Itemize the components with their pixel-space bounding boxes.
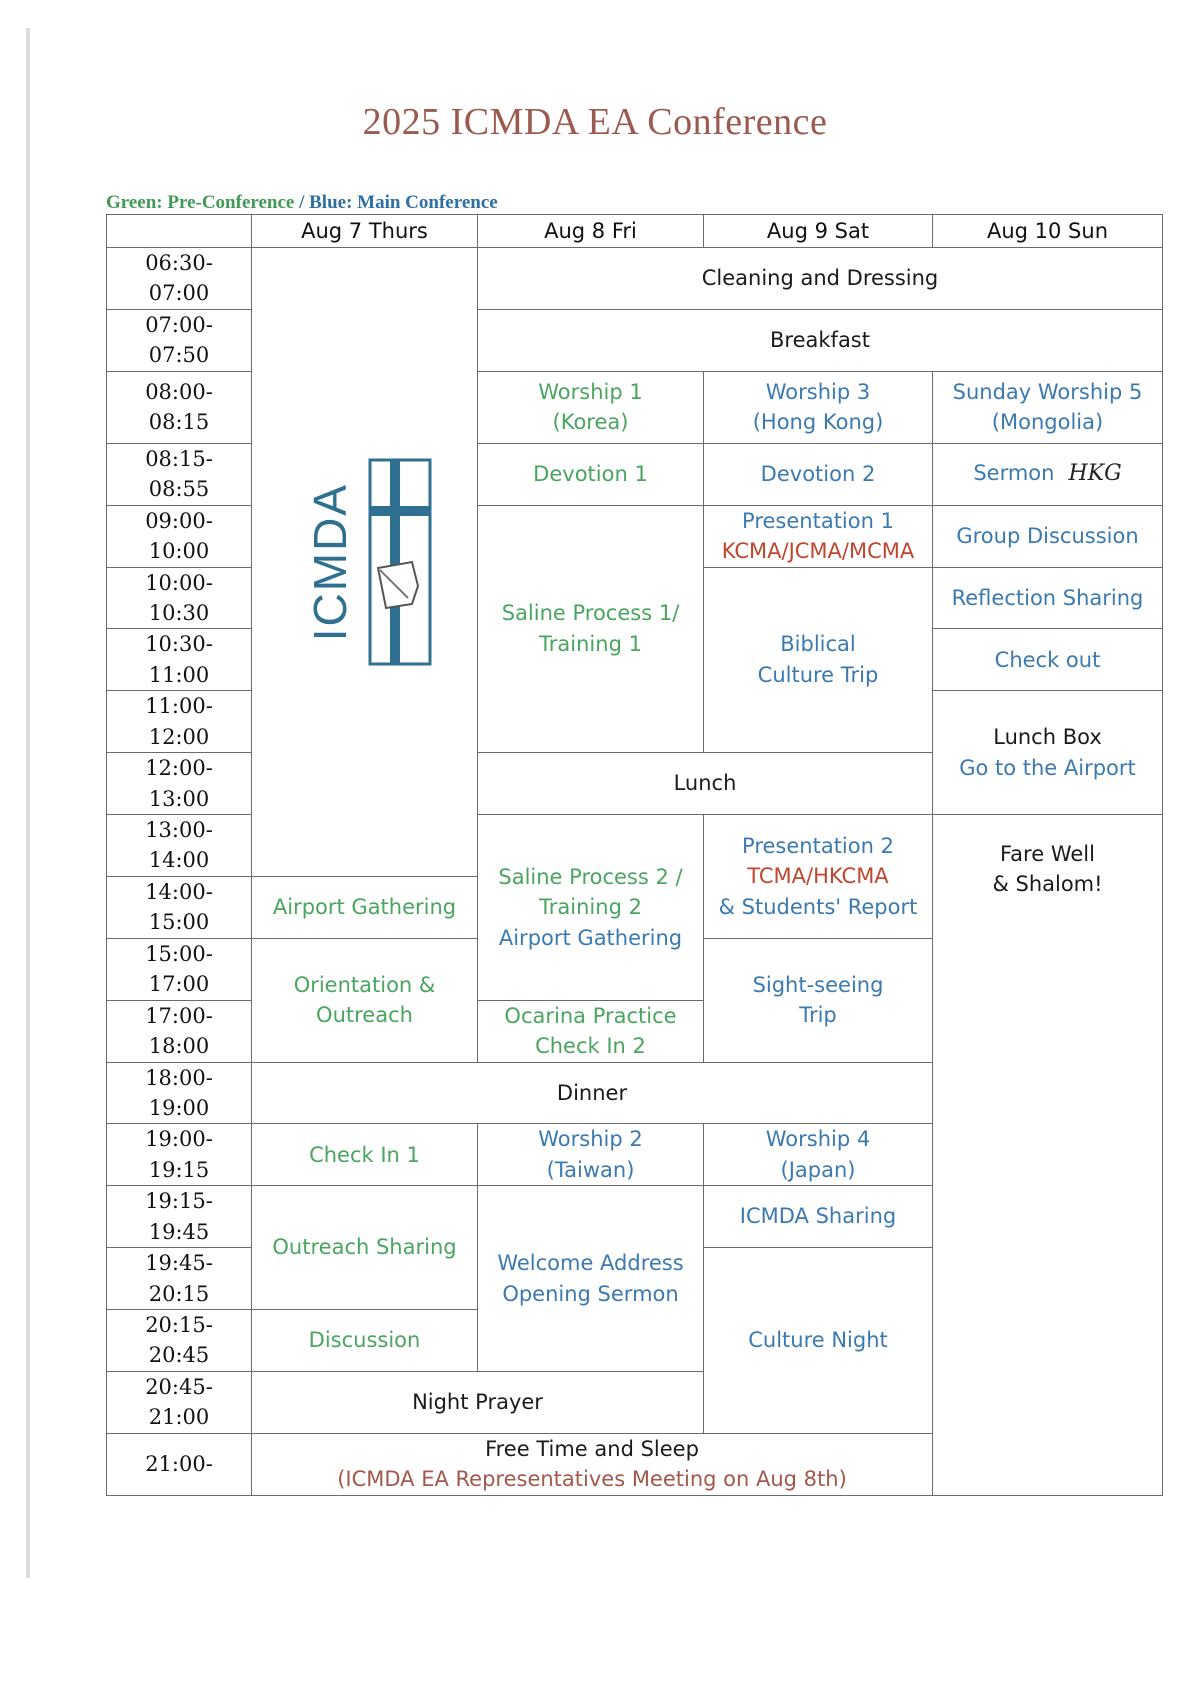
day-header-aug9: Aug 9 Sat [704,215,933,248]
event-free-time: Free Time and Sleep (ICMDA EA Representatives Meeting on Aug 8th) [252,1433,933,1495]
time-cell: 19:15- 19:45 [107,1186,252,1248]
event-breakfast: Breakfast [478,309,1163,371]
event-sightseeing-trip: Sight-seeing Trip [704,938,933,1062]
time-cell: 13:00- 14:00 [107,815,252,877]
day-header-aug8: Aug 8 Fri [478,215,704,248]
event-biblical-culture-trip: Biblical Culture Trip [704,567,933,753]
event-worship3: Worship 3 (Hong Kong) [704,371,933,443]
sermon-label: Sermon [973,461,1055,486]
logo-cell [252,248,478,877]
event-saline2: Saline Process 2 / Training 2 Airport Gathering [478,815,704,1001]
event-sermon [933,443,1163,505]
event-night-prayer: Night Prayer [252,1371,704,1433]
scan-edge [26,28,30,1578]
event-ocarina-practice: Ocarina Practice Check In 2 [478,1000,704,1062]
event-welcome-address: Welcome Address Opening Sermon [478,1186,704,1372]
time-cell: 11:00- 12:00 [107,691,252,753]
legend-blue: Blue: Main Conference [309,192,498,213]
time-cell: 09:00- 10:00 [107,505,252,567]
time-cell: 10:30- 11:00 [107,629,252,691]
icmda-cross-logo-icon [368,458,432,666]
time-cell: 06:30- 07:00 [107,248,252,310]
event-outreach-sharing: Outreach Sharing [252,1186,478,1310]
event-worship4: Worship 4 (Japan) [704,1124,933,1186]
event-worship1: Worship 1 (Korea) [478,371,704,443]
event-check-out: Check out [933,629,1163,691]
time-cell: 08:15- 08:55 [107,443,252,505]
event-group-discussion: Group Discussion [933,505,1163,567]
event-farewell: Fare Well & Shalom! [933,815,1163,1496]
time-cell: 17:00- 18:00 [107,1000,252,1062]
event-icmda-sharing: ICMDA Sharing [704,1186,933,1248]
time-cell: 15:00- 17:00 [107,938,252,1000]
legend-green: Green: Pre-Conference [106,192,295,213]
time-cell: 14:00- 15:00 [107,876,252,938]
time-cell: 20:45- 21:00 [107,1371,252,1433]
corner-cell [107,215,252,248]
event-dinner: Dinner [252,1062,933,1124]
time-cell: 18:00- 19:00 [107,1062,252,1124]
time-cell: 19:00- 19:15 [107,1124,252,1186]
time-cell: 19:45- 20:15 [107,1248,252,1310]
day-header-aug7: Aug 7 Thurs [252,215,478,248]
event-presentation1: Presentation 1 KCMA/JCMA/MCMA [704,505,933,567]
event-devotion1: Devotion 1 [478,443,704,505]
time-cell: 20:15- 20:45 [107,1310,252,1372]
time-cell: 12:00- 13:00 [107,753,252,815]
legend-separator: / [294,192,310,213]
event-airport-gathering: Airport Gathering [252,876,478,938]
time-cell: 10:00- 10:30 [107,567,252,629]
event-presentation2: Presentation 2 TCMA/HKCMA & Students' Report [704,815,933,939]
schedule-table [106,214,1163,1496]
event-lunch-box: Lunch Box Go to the Airport [933,691,1163,815]
time-cell: 07:00- 07:50 [107,309,252,371]
logo-text: ICMDA [304,482,357,642]
page-title: 2025 ICMDA EA Conference [362,101,828,143]
event-discussion: Discussion [252,1310,478,1372]
header-row [107,215,1163,248]
event-worship2: Worship 2 (Taiwan) [478,1124,704,1186]
time-cell: 21:00- [107,1433,252,1495]
event-reflection-sharing: Reflection Sharing [933,567,1163,629]
table-row [107,248,1163,310]
event-saline1: Saline Process 1/ Training 1 [478,505,704,753]
time-cell: 08:00- 08:15 [107,371,252,443]
event-orientation-outreach: Orientation & Outreach [252,938,478,1062]
sermon-handwritten-note: HKG [1068,461,1122,487]
day-header-aug10: Aug 10 Sun [933,215,1163,248]
event-devotion2: Devotion 2 [704,443,933,505]
event-worship5: Sunday Worship 5 (Mongolia) [933,371,1163,443]
event-lunch: Lunch [478,753,933,815]
event-cleaning: Cleaning and Dressing [478,248,1163,310]
event-culture-night: Culture Night [704,1248,933,1434]
event-check-in-1: Check In 1 [252,1124,478,1186]
legend [106,192,498,214]
